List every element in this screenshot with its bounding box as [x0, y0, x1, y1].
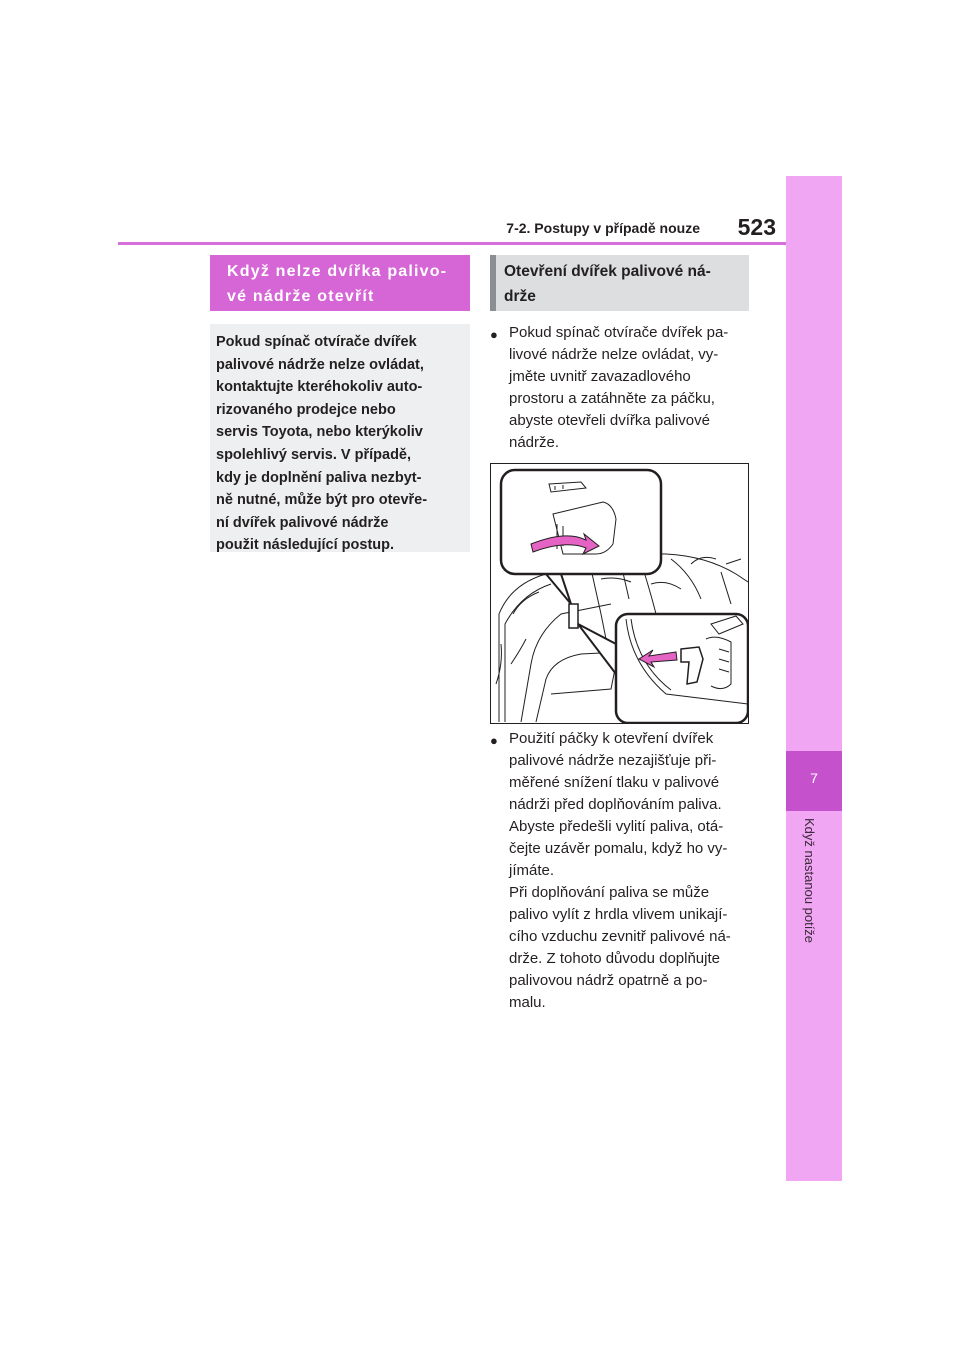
bullet-line: Při doplňování paliva se může [509, 884, 710, 901]
right-section-heading [490, 255, 749, 311]
bullet-item-pressure-warning [490, 728, 752, 1014]
left-heading-line: Když nelze dvířka palivo- [227, 263, 448, 280]
bullet-line: nádrži před doplňováním paliva. [509, 796, 722, 813]
cargo-area-figure [490, 463, 749, 724]
note-line: servis Toyota, nebo kterýkoliv [216, 424, 423, 441]
left-section-heading [210, 255, 470, 311]
note-line: použit následující postup. [216, 537, 395, 554]
note-line: Pokud spínač otvírače dvířek [216, 334, 417, 350]
note-line: rizovaného prodejce nebo [216, 401, 396, 418]
bullet-item-open-lever [490, 322, 752, 454]
bullet-line: palivové nádrže nezajišťuje při- [509, 752, 717, 769]
note-line: palivové nádrže nelze ovládat, [216, 356, 424, 373]
bullet-line: Použití páčky k otevření dvířek [509, 730, 714, 747]
note-line: kdy je doplnění paliva nezbyt- [216, 469, 422, 486]
bullet-line: Abyste předešli vylití paliva, otá- [509, 818, 724, 835]
bullet-line: jměte uvnitř zavazadlového [509, 368, 691, 385]
bullet-line: prostoru a zatáhněte za páčku, [509, 390, 715, 407]
note-line: kontaktujte kteréhokoliv auto- [216, 379, 423, 396]
header-section-title: 7-2. Postupy v případě nouze [506, 220, 700, 236]
note-line: spolehlivý servis. V případě, [216, 446, 412, 463]
note-line: ní dvířek palivové nádrže [216, 514, 389, 531]
bullet-line: palivovou nádrž opatrně a po- [509, 972, 708, 989]
header-divider [118, 242, 786, 245]
bullet-line: Pokud spínač otvírače dvířek pa- [509, 324, 729, 341]
bullet-line: livové nádrže nelze ovládat, vy- [509, 346, 719, 363]
bullet-line: palivo vylít z hrdla vlivem unikají- [509, 906, 728, 923]
bullet-icon: ● [490, 733, 498, 748]
side-tab-top [786, 176, 842, 751]
bullet-icon: ● [490, 327, 498, 342]
bullet-line: měřené snížení tlaku v palivové [509, 774, 720, 791]
bullet-line: cího vzduchu zevnitř palivové ná- [509, 928, 731, 945]
bullet-line: jímáte. [509, 862, 555, 879]
chapter-title: Když nastanou potíže [802, 818, 817, 944]
lever-icon [569, 604, 578, 628]
bullet-line: drže. Z tohoto důvodu doplňujte [509, 950, 720, 967]
note-box [210, 324, 470, 552]
left-heading-line: vé nádrže otevřít [227, 288, 375, 305]
right-heading-line: drže [504, 288, 536, 305]
right-heading-line: Otevření dvířek palivové ná- [504, 263, 711, 280]
bullet-line: nádrže. [509, 434, 560, 451]
note-line: ně nutné, může být pro otevře- [216, 492, 428, 509]
page-number: 523 [737, 214, 776, 240]
bullet-line: čejte uzávěr pomalu, když ho vy- [509, 840, 728, 857]
bullet-line: malu. [509, 994, 546, 1011]
cargo-area-illustration [491, 464, 748, 723]
chapter-number: 7 [810, 770, 818, 786]
bullet-line: abyste otevřeli dvířka palivové [509, 412, 710, 429]
lever-callout [501, 470, 661, 574]
